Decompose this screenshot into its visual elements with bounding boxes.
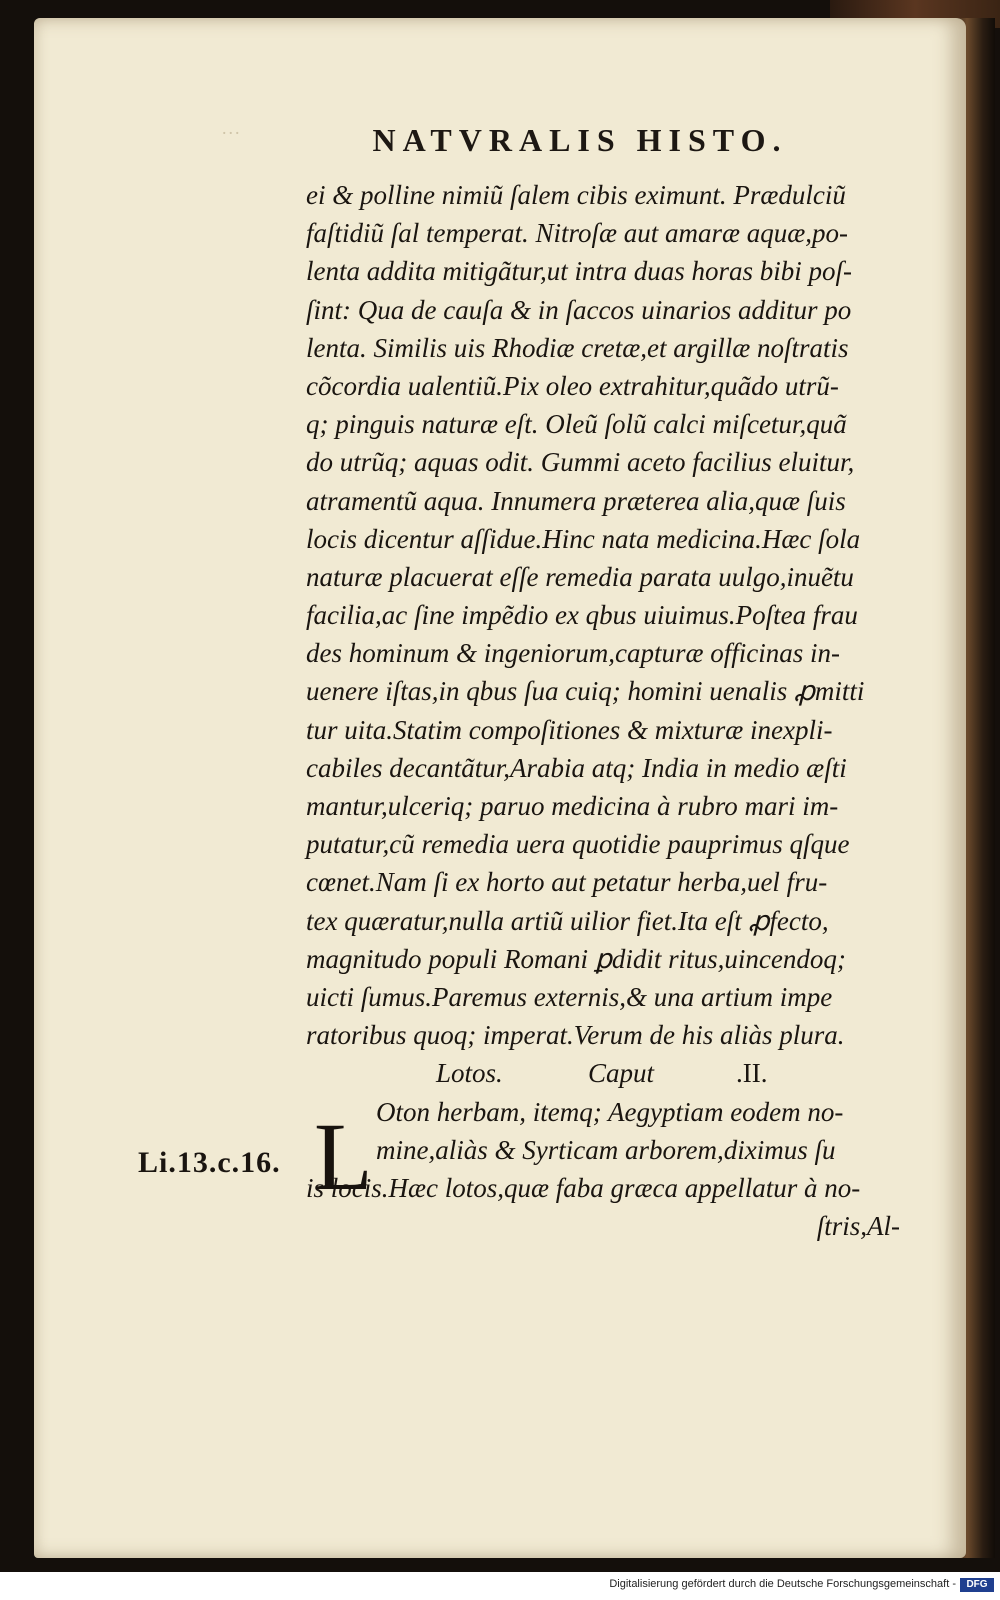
chapter-number: .II. bbox=[736, 1058, 768, 1089]
text-line: mantur,ulceriq; paruo medicina à rubro mari im- bbox=[306, 791, 839, 821]
text-line: ratoribus quoq; imperat.Verum de his aliàs plura. bbox=[306, 1020, 845, 1051]
text-line: faſtidiũ ſal temperat. Nitroſæ aut amaræ aquæ,po- bbox=[306, 218, 849, 249]
chapter-caput-label: Caput bbox=[588, 1058, 655, 1089]
text-line: do utrũq; aquas odit. Gummi aceto facilius eluitur, bbox=[306, 447, 855, 478]
text-line: ſint: Qua de cauſa & in ſaccos uinarios additur po bbox=[306, 294, 852, 325]
text-line: uicti ſumus.Paremus externis,& una artium impe bbox=[306, 981, 833, 1012]
text-line: tex quæratur,nulla artiũ uilior fiet.Ita eſt ꝓfecto, bbox=[306, 905, 829, 936]
dfg-logo: DFG bbox=[960, 1578, 994, 1592]
text-line: magnitudo populi Romani ꝑdidit ritus,uincendoq; bbox=[306, 943, 846, 974]
text-line: cabiles decantãtur,Arabia atq; India in medio æſti bbox=[306, 752, 847, 783]
text-line: putatur,cũ remedia uera quotidie pauprimus qſque bbox=[306, 829, 850, 860]
chapter-text-line: mine,aliàs & Syrticam arborem,diximus ſu bbox=[376, 1134, 836, 1165]
catchword-line: ſtris,Al- bbox=[816, 1211, 900, 1242]
chapter-title: Lotos. bbox=[436, 1058, 503, 1089]
text-line: des hominum & ingeniorum,capturæ officinas in- bbox=[306, 638, 840, 669]
text-line: lenta. Similis uis Rhodiæ cretæ,et argillæ noſtratis bbox=[306, 332, 849, 363]
text-line: q; pinguis naturæ eſt. Oleũ ſolũ calci miſcetur,quã bbox=[306, 409, 847, 440]
footer-credit: Digitalisierung gefördert durch die Deutsche Forschungsgemeinschaft - bbox=[609, 1578, 956, 1590]
chapter-heading bbox=[306, 1054, 906, 1092]
faint-ink-mark: ... bbox=[222, 118, 242, 138]
text-line: atramentũ aqua. Innumera præterea alia,quæ ſuis bbox=[306, 485, 846, 516]
running-head: NATVRALIS HISTO. bbox=[372, 122, 788, 158]
footer-bar bbox=[0, 1572, 1000, 1600]
text-line: cõcordia ualentiũ.Pix oleo extrahitur,quãdo utrũ- bbox=[306, 370, 839, 401]
text-line: lenta addita mitigãtur,ut intra duas horas bibi poſ- bbox=[306, 256, 853, 287]
chapter-text-line: is locis.Hæc lotos,quæ faba græca appellatur à no- bbox=[306, 1172, 861, 1203]
margin-note: Li.13.c.16. bbox=[138, 1146, 281, 1179]
text-line: facilia,ac ſine impẽdio ex qbus uiuimus.Poſtea frau bbox=[306, 600, 858, 631]
drop-cap-initial: L bbox=[314, 1103, 373, 1210]
text-line: ei & polline nimiũ ſalem cibis eximunt. Prædulciũ bbox=[306, 180, 846, 210]
text-line: uenere iſtas,in qbus ſua cuiq; homini uenalis ꝓmitti bbox=[306, 676, 865, 707]
text-line: cœnet.Nam ſi ex horto aut petatur herba,uel fru- bbox=[306, 867, 828, 898]
main-text-block bbox=[306, 176, 906, 1245]
text-line: naturæ placuerat eſſe remedia parata uulgo,inuẽtu bbox=[306, 561, 854, 592]
chapter-text-line: Oton herbam, itemq; Aegyptiam eodem no- bbox=[376, 1096, 844, 1127]
text-line: tur uita.Statim compoſitiones & mixturæ inexpli- bbox=[306, 714, 833, 745]
text-line: locis dicentur aſſidue.Hinc nata medicina.Hæc ſola bbox=[306, 523, 861, 554]
